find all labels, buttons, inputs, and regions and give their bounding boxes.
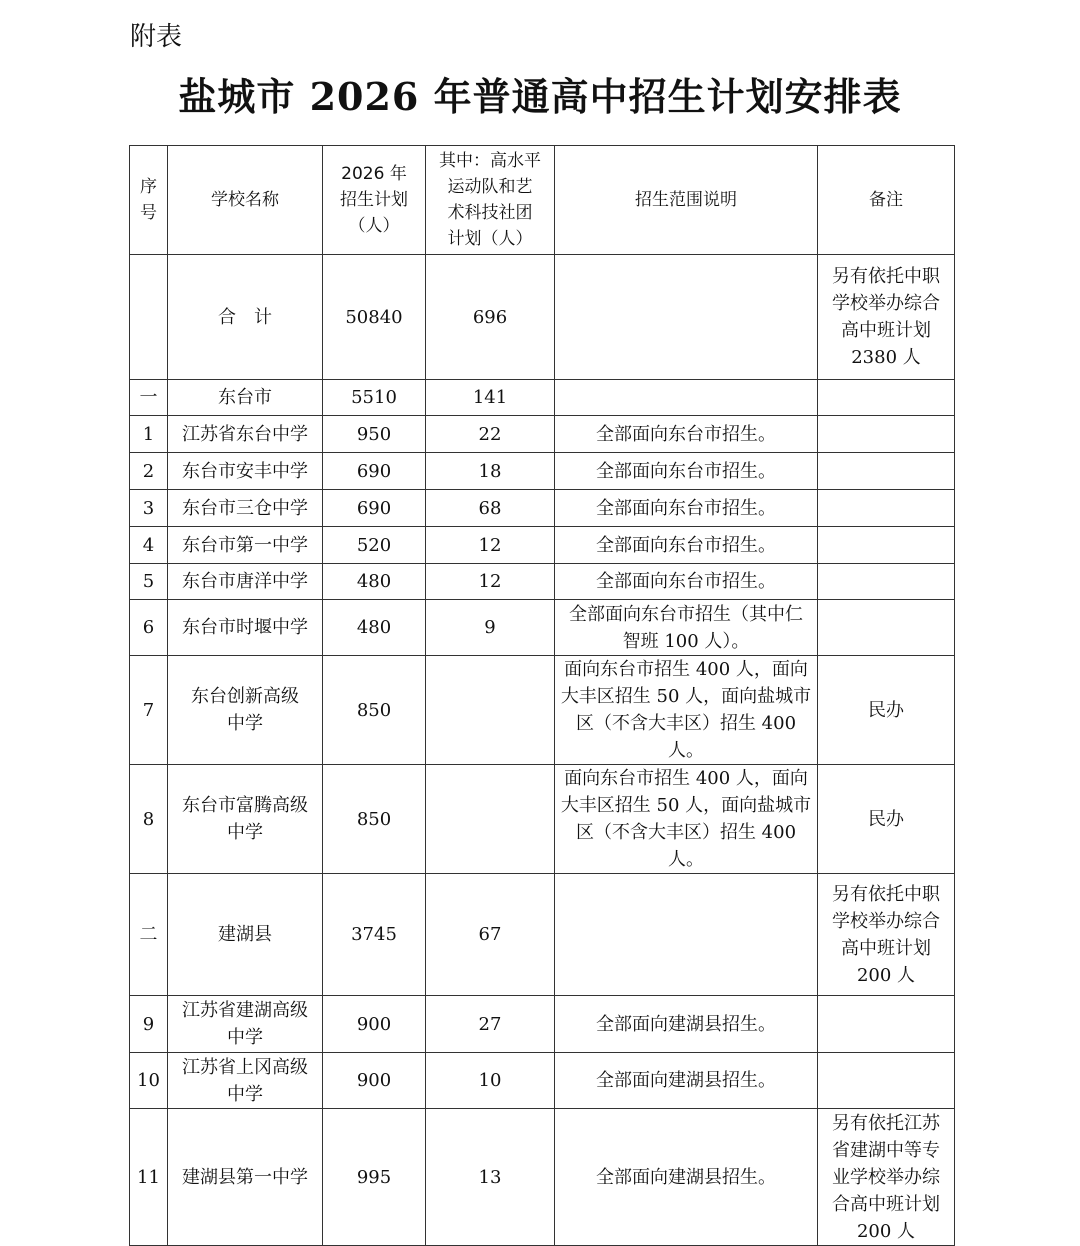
row-school: 东台市 xyxy=(168,380,323,416)
row-note xyxy=(818,380,955,416)
row-special: 13 xyxy=(426,1109,555,1246)
row-special: 9 xyxy=(426,600,555,656)
row-no: 6 xyxy=(130,600,168,656)
row-no: 7 xyxy=(130,656,168,765)
row-school: 建湖县 xyxy=(168,874,323,996)
table-row xyxy=(130,1109,955,1246)
header-plan: 2026 年 招生计划 （人） xyxy=(323,146,426,255)
page-title: 盐城市 2026 年普通高中招生计划安排表 xyxy=(178,74,902,119)
row-note xyxy=(818,600,955,656)
row-no: 5 xyxy=(130,564,168,600)
row-special: 67 xyxy=(426,874,555,996)
row-note: 另有依托中职 学校举办综合 高中班计划 200 人 xyxy=(818,874,955,996)
total-label: 合 计 xyxy=(168,255,323,380)
row-note xyxy=(818,527,955,564)
row-plan: 480 xyxy=(323,600,426,656)
row-plan: 850 xyxy=(323,765,426,874)
row-plan: 5510 xyxy=(323,380,426,416)
row-special: 12 xyxy=(426,527,555,564)
total-special: 696 xyxy=(426,255,555,380)
row-special xyxy=(426,656,555,765)
row-school: 江苏省上冈高级 中学 xyxy=(168,1053,323,1109)
table-row xyxy=(130,416,955,453)
table-row xyxy=(130,996,955,1053)
table-row xyxy=(130,1053,955,1109)
row-scope: 全部面向建湖县招生。 xyxy=(555,996,818,1053)
row-special: 141 xyxy=(426,380,555,416)
header-scope: 招生范围说明 xyxy=(555,146,818,255)
row-plan: 690 xyxy=(323,453,426,490)
row-note xyxy=(818,1053,955,1109)
row-plan: 900 xyxy=(323,1053,426,1109)
row-special: 22 xyxy=(426,416,555,453)
row-special: 18 xyxy=(426,453,555,490)
table-row xyxy=(130,527,955,564)
row-scope: 全部面向东台市招生（其中仁 智班 100 人）。 xyxy=(555,600,818,656)
table-row xyxy=(130,656,955,765)
header-note: 备注 xyxy=(818,146,955,255)
row-scope xyxy=(555,380,818,416)
row-school: 东台市时堰中学 xyxy=(168,600,323,656)
header-no: 序 号 xyxy=(130,146,168,255)
row-plan: 995 xyxy=(323,1109,426,1246)
total-no-cell xyxy=(130,255,168,380)
row-school: 东台市第一中学 xyxy=(168,527,323,564)
row-special: 10 xyxy=(426,1053,555,1109)
row-school: 建湖县第一中学 xyxy=(168,1109,323,1246)
row-school: 东台市安丰中学 xyxy=(168,453,323,490)
row-note xyxy=(818,490,955,527)
row-school: 东台市富腾高级 中学 xyxy=(168,765,323,874)
row-plan: 3745 xyxy=(323,874,426,996)
row-school: 东台创新高级 中学 xyxy=(168,656,323,765)
header-school: 学校名称 xyxy=(168,146,323,255)
row-school: 江苏省建湖高级 中学 xyxy=(168,996,323,1053)
total-plan: 50840 xyxy=(323,255,426,380)
row-school: 东台市唐洋中学 xyxy=(168,564,323,600)
table-row xyxy=(130,564,955,600)
row-note xyxy=(818,416,955,453)
table-row xyxy=(130,874,955,996)
appendix-label: 附表 xyxy=(130,22,183,52)
row-special: 27 xyxy=(426,996,555,1053)
row-note xyxy=(818,564,955,600)
row-note: 另有依托江苏 省建湖中等专 业学校举办综 合高中班计划 200 人 xyxy=(818,1109,955,1246)
row-plan: 520 xyxy=(323,527,426,564)
row-no: 9 xyxy=(130,996,168,1053)
header-row xyxy=(130,146,955,255)
enrollment-plan-table xyxy=(129,145,955,1246)
total-note: 另有依托中职 学校举办综合 高中班计划 2380 人 xyxy=(818,255,955,380)
row-plan: 950 xyxy=(323,416,426,453)
row-scope: 全部面向建湖县招生。 xyxy=(555,1053,818,1109)
row-no: 4 xyxy=(130,527,168,564)
row-school: 江苏省东台中学 xyxy=(168,416,323,453)
row-note xyxy=(818,453,955,490)
table-row xyxy=(130,380,955,416)
row-plan: 850 xyxy=(323,656,426,765)
row-no: 3 xyxy=(130,490,168,527)
row-scope xyxy=(555,874,818,996)
row-special: 12 xyxy=(426,564,555,600)
row-note xyxy=(818,996,955,1053)
total-scope-cell xyxy=(555,255,818,380)
row-no: 一 xyxy=(130,380,168,416)
row-scope: 全部面向东台市招生。 xyxy=(555,527,818,564)
row-scope: 全部面向东台市招生。 xyxy=(555,564,818,600)
row-scope: 面向东台市招生 400 人，面向 大丰区招生 50 人，面向盐城市 区（不含大丰区）招生 400 人。 xyxy=(555,765,818,874)
row-no: 1 xyxy=(130,416,168,453)
row-note: 民办 xyxy=(818,656,955,765)
table-row xyxy=(130,765,955,874)
row-no: 二 xyxy=(130,874,168,996)
header-special: 其中：高水平 运动队和艺 术科技社团 计划（人） xyxy=(426,146,555,255)
row-scope: 面向东台市招生 400 人，面向 大丰区招生 50 人，面向盐城市 区（不含大丰区）招生 400 人。 xyxy=(555,656,818,765)
row-school: 东台市三仓中学 xyxy=(168,490,323,527)
row-plan: 690 xyxy=(323,490,426,527)
row-plan: 480 xyxy=(323,564,426,600)
row-scope: 全部面向东台市招生。 xyxy=(555,453,818,490)
row-note: 民办 xyxy=(818,765,955,874)
total-row xyxy=(130,255,955,380)
table-row xyxy=(130,453,955,490)
row-no: 2 xyxy=(130,453,168,490)
row-scope: 全部面向东台市招生。 xyxy=(555,490,818,527)
table-row xyxy=(130,600,955,656)
row-no: 10 xyxy=(130,1053,168,1109)
row-scope: 全部面向东台市招生。 xyxy=(555,416,818,453)
row-plan: 900 xyxy=(323,996,426,1053)
row-special: 68 xyxy=(426,490,555,527)
table-row xyxy=(130,490,955,527)
row-no: 11 xyxy=(130,1109,168,1246)
row-special xyxy=(426,765,555,874)
row-scope: 全部面向建湖县招生。 xyxy=(555,1109,818,1246)
row-no: 8 xyxy=(130,765,168,874)
